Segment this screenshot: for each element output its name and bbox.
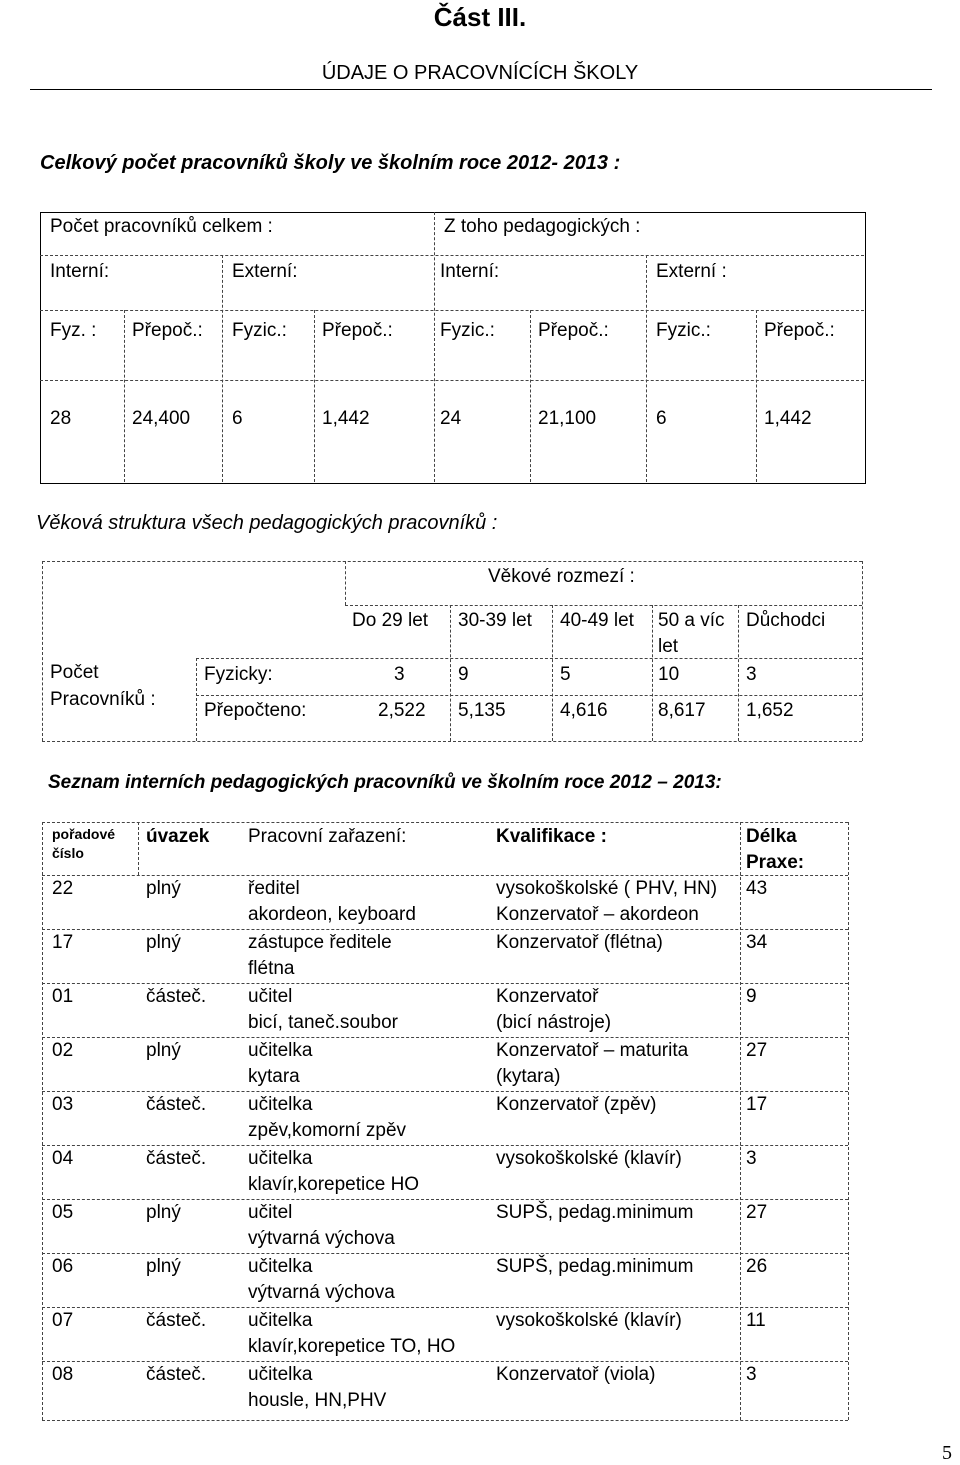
row-qualification: Konzervatoř — [496, 986, 599, 1007]
qualification-header: Kvalifikace : — [496, 826, 607, 847]
age-value: 1,652 — [746, 700, 794, 721]
row-separator — [42, 1091, 848, 1092]
row-position: učitelka — [248, 1040, 313, 1061]
row-position: učitelka — [248, 1310, 313, 1331]
list-table-line — [42, 822, 43, 1420]
count-value: 6 — [656, 408, 667, 429]
age-table-line — [450, 605, 451, 741]
row-number: 17 — [52, 932, 74, 953]
row-number: 01 — [52, 986, 74, 1007]
row-position: učitelka — [248, 1364, 313, 1385]
age-row-label: Fyzicky: — [204, 664, 273, 685]
row-qualification: Konzervatoř (zpěv) — [496, 1094, 657, 1115]
row-position-detail: flétna — [248, 958, 295, 979]
age-value: 3 — [746, 664, 757, 685]
age-value: 3 — [394, 664, 405, 685]
staff-table-line — [530, 310, 531, 482]
staff-count-heading: Celkový počet pracovníků školy ve školním roce 2012- 2013 : — [40, 152, 621, 174]
staff-table-line — [40, 310, 864, 311]
num-header: číslo — [52, 845, 84, 861]
row-separator — [42, 1307, 848, 1308]
age-table-line — [345, 561, 346, 605]
count-value: 6 — [232, 408, 243, 429]
row-load: částeč. — [146, 1148, 207, 1169]
age-table-line — [42, 741, 862, 742]
document-subtitle: ÚDAJE O PRACOVNÍCÍCH ŠKOLY — [321, 62, 639, 84]
count-label: Pracovníků : — [50, 689, 156, 710]
staff-table-line — [40, 380, 864, 381]
age-column-header: Důchodci — [746, 610, 826, 631]
subhead-label: Fyz. : — [50, 320, 97, 341]
row-load: plný — [146, 1256, 181, 1277]
group-label: Externí: — [232, 261, 298, 282]
header-rule — [30, 89, 932, 90]
row-years: 3 — [746, 1148, 757, 1169]
row-qualification: vysokoškolské (klavír) — [496, 1310, 682, 1331]
subhead-label: Fyzic.: — [440, 320, 495, 341]
row-number: 05 — [52, 1202, 74, 1223]
list-table-line — [848, 822, 849, 1420]
row-number: 04 — [52, 1148, 74, 1169]
count-value: 24,400 — [132, 408, 191, 429]
group-label: Interní: — [440, 261, 500, 282]
row-years: 34 — [746, 932, 768, 953]
age-value: 5 — [560, 664, 571, 685]
row-qualification-detail: Konzervatoř – akordeon — [496, 904, 699, 925]
row-years: 3 — [746, 1364, 757, 1385]
row-years: 27 — [746, 1202, 768, 1223]
count-value: 28 — [50, 408, 72, 429]
row-number: 07 — [52, 1310, 74, 1331]
list-table-line — [42, 822, 848, 823]
row-load: plný — [146, 1040, 181, 1061]
row-separator — [42, 1199, 848, 1200]
age-table-line — [42, 561, 43, 741]
age-table-line — [652, 605, 653, 741]
row-position-detail: bicí, taneč.soubor — [248, 1012, 398, 1033]
row-years: 11 — [746, 1310, 766, 1331]
row-load: plný — [146, 878, 181, 899]
count-value: 24 — [440, 408, 462, 429]
row-number: 22 — [52, 878, 74, 899]
age-structure-heading: Věková struktura všech pedagogických pracovníků : — [36, 512, 498, 534]
count-value: 1,442 — [322, 408, 370, 429]
subhead-label: Přepoč.: — [538, 320, 609, 341]
row-qualification: SUPŠ, pedag.minimum — [496, 1202, 694, 1223]
subhead-label: Přepoč.: — [132, 320, 203, 341]
age-value: 2,522 — [378, 700, 426, 721]
staff-table-line — [40, 255, 864, 256]
row-load: plný — [146, 1202, 181, 1223]
age-column-header: 40-49 let — [560, 610, 634, 631]
row-qualification-detail: (kytara) — [496, 1066, 561, 1087]
row-position: učitelka — [248, 1148, 313, 1169]
row-position-detail: klavír,korepetice HO — [248, 1174, 420, 1195]
row-number: 02 — [52, 1040, 74, 1061]
row-position: zástupce ředitele — [248, 932, 392, 953]
row-position: učitel — [248, 986, 293, 1007]
years-header: Délka — [746, 826, 797, 847]
subhead-label: Přepoč.: — [764, 320, 835, 341]
row-position: učitelka — [248, 1094, 313, 1115]
age-column-header: Do 29 let — [352, 610, 429, 631]
age-row-label: Přepočteno: — [204, 700, 307, 721]
position-header: Pracovní zařazení: — [248, 826, 407, 847]
page-number: 5 — [942, 1442, 952, 1464]
list-table-line — [740, 822, 741, 1420]
age-table-line — [42, 561, 862, 562]
row-load: částeč. — [146, 1094, 207, 1115]
age-table-line — [196, 658, 197, 741]
row-years: 27 — [746, 1040, 768, 1061]
pedagogical-label: Z toho pedagogických : — [444, 216, 641, 237]
row-separator — [42, 1037, 848, 1038]
age-table-line — [345, 605, 862, 606]
count-label: Počet — [50, 662, 99, 683]
age-value: 8,617 — [658, 700, 706, 721]
row-load: částeč. — [146, 986, 207, 1007]
count-value: 21,100 — [538, 408, 597, 429]
age-value: 4,616 — [560, 700, 608, 721]
row-years: 17 — [746, 1094, 768, 1115]
staff-table-line — [222, 255, 223, 482]
age-table-line — [196, 658, 862, 659]
group-label: Interní: — [50, 261, 110, 282]
row-years: 43 — [746, 878, 768, 899]
row-number: 06 — [52, 1256, 74, 1277]
row-position-detail: výtvarná výchova — [248, 1282, 395, 1303]
staff-table-line — [434, 212, 435, 482]
group-label: Externí : — [656, 261, 727, 282]
row-number: 03 — [52, 1094, 74, 1115]
row-load: částeč. — [146, 1310, 207, 1331]
total-label: Počet pracovníků celkem : — [50, 216, 273, 237]
age-column-header: let — [658, 636, 679, 657]
row-separator — [42, 929, 848, 930]
row-number: 08 — [52, 1364, 74, 1385]
staff-table-line — [314, 310, 315, 482]
row-position-detail: akordeon, keyboard — [248, 904, 416, 925]
staff-table-line — [124, 310, 125, 482]
row-position-detail: zpěv,komorní zpěv — [248, 1120, 407, 1141]
list-table-line — [138, 822, 139, 875]
subhead-label: Fyzic.: — [232, 320, 287, 341]
list-table-line — [42, 875, 848, 876]
row-position: učitel — [248, 1202, 293, 1223]
row-qualification-detail: (bicí nástroje) — [496, 1012, 612, 1033]
load-header: úvazek — [146, 826, 210, 847]
age-value: 5,135 — [458, 700, 506, 721]
age-table-line — [738, 605, 739, 741]
age-table-line — [552, 605, 553, 741]
age-range-label: Věkové rozmezí : — [488, 566, 635, 587]
row-load: plný — [146, 932, 181, 953]
row-years: 9 — [746, 986, 757, 1007]
list-table-line — [42, 1420, 848, 1421]
row-years: 26 — [746, 1256, 768, 1277]
row-separator — [42, 983, 848, 984]
row-qualification: Konzervatoř (flétna) — [496, 932, 663, 953]
row-separator — [42, 1145, 848, 1146]
staff-list-heading: Seznam interních pedagogických pracovníků ve školním roce 2012 – 2013: — [48, 772, 722, 793]
age-table-line — [862, 561, 863, 741]
row-qualification: SUPŠ, pedag.minimum — [496, 1256, 694, 1277]
row-position-detail: klavír,korepetice TO, HO — [248, 1336, 456, 1357]
age-table-line — [196, 695, 862, 696]
row-separator — [42, 1361, 848, 1362]
row-qualification: Konzervatoř – maturita — [496, 1040, 689, 1061]
row-qualification: vysokoškolské ( PHV, HN) — [496, 878, 718, 899]
row-position-detail: kytara — [248, 1066, 300, 1087]
count-value: 1,442 — [764, 408, 812, 429]
row-qualification: vysokoškolské (klavír) — [496, 1148, 682, 1169]
staff-table-border — [40, 212, 866, 484]
age-value: 9 — [458, 664, 469, 685]
row-load: částeč. — [146, 1364, 207, 1385]
num-header: pořadové — [52, 826, 116, 842]
row-position: učitelka — [248, 1256, 313, 1277]
age-value: 10 — [658, 664, 680, 685]
staff-table-line — [646, 255, 647, 482]
part-title: Část III. — [433, 2, 527, 32]
row-position-detail: housle, HN,PHV — [248, 1390, 387, 1411]
row-position-detail: výtvarná výchova — [248, 1228, 395, 1249]
subhead-label: Přepoč.: — [322, 320, 393, 341]
row-position: ředitel — [248, 878, 300, 899]
subhead-label: Fyzic.: — [656, 320, 711, 341]
row-separator — [42, 1253, 848, 1254]
age-column-header: 30-39 let — [458, 610, 532, 631]
age-column-header: 50 a víc — [658, 610, 725, 631]
row-qualification: Konzervatoř (viola) — [496, 1364, 656, 1385]
years-header: Praxe: — [746, 852, 805, 873]
staff-table-line — [756, 310, 757, 482]
